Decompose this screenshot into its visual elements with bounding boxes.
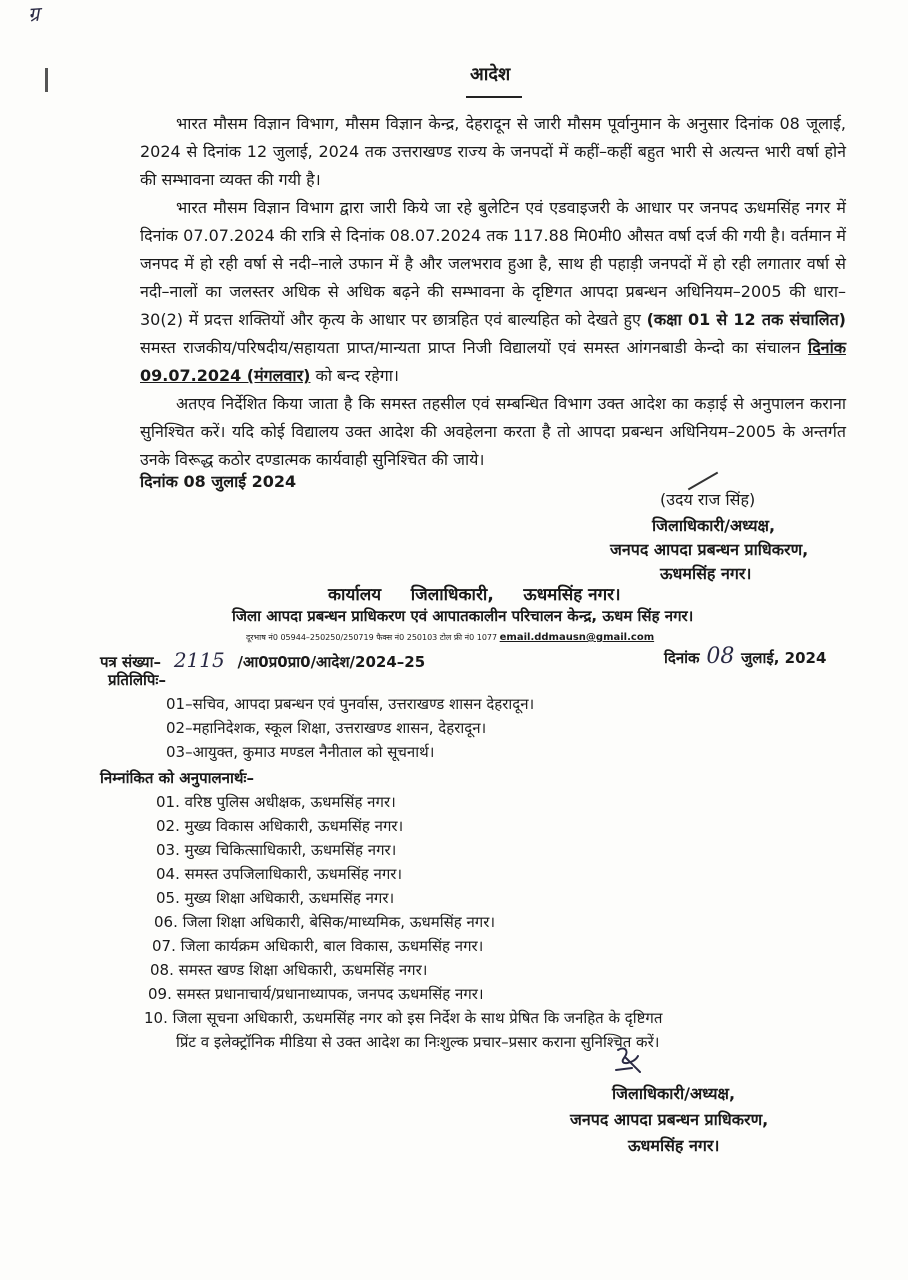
handwritten-signature [610,1044,650,1080]
paragraph-forecast [140,110,846,194]
compliance-item: 07. जिला कार्यक्रम अधिकारी, बाल विकास, ऊधमसिंह नगर। [152,937,484,955]
compliance-item-10: 10. जिला सूचना अधिकारी, ऊधमसिंह नगर को इस निर्देश के साथ प्रेषित कि जनहित के दृष्टिगत [144,1009,663,1027]
compliance-item: 03. मुख्य चिकित्साधिकारी, ऊधमसिंह नगर। [156,841,397,859]
letter-date-row [664,644,826,669]
compliance-item: 01. वरिष्ठ पुलिस अधीक्षक, ऊधमसिंह नगर। [156,793,396,811]
paragraph-forecast-text: भारत मौसम विज्ञान विभाग, मौसम विज्ञान केन्द्र, देहरादून से जारी मौसम पूर्वानुमान के अनुसार दिनांक 08 जूलाई, 2024 से दिनांक 12 जुलाई, 2024 तक उत्तराखण्ड राज्य के जनपदों में कहीं–कहीं बहुत भारी से अत्यन्त भारी वर्षा होने की सम्भावना व्यक्त की गयी है। [140,114,846,189]
compliance-item-10-cont: प्रिंट व इलेक्ट्रॉनिक मीडिया से उक्त आदेश का निःशुल्क प्रचार–प्रसार कराना सुनिश्चित करें। [176,1033,660,1051]
document-title: आदेश [470,64,511,85]
paragraph-order-mid: समस्त राजकीय/परिषदीय/सहायता प्राप्त/मान्यता प्राप्त निजी विद्यालयों एवं समस्त आंगनबाडी केन्दो का संचालन [140,338,801,357]
office-phone: दूरभाष नं0 05944–250250/250719 फैक्स नं0 250103 टोल फ्री नं0 1077 [246,633,498,642]
office-title: कार्यालय जिलाधिकारी, ऊधमसिंह नगर। [328,585,621,605]
copy-item: 02–महानिदेशक, स्कूल शिक्षा, उत्तराखण्ड शासन, देहरादून। [166,719,487,737]
letter-date-rest: जुलाई, 2024 [741,649,827,667]
order-date: दिनांक 08 जुलाई 2024 [140,472,297,491]
closure-date: दिनांक 09.07.2024 (मंगलवार) [140,338,846,385]
paragraph-order-end: को बन्द रहेगा। [315,366,399,385]
signature2-district: ऊधमसिंह नगर। [628,1136,720,1155]
paragraph-compliance [140,390,846,474]
class-range: (कक्षा 01 से 12 तक संचालित) [646,310,846,329]
margin-tick [45,68,48,92]
paragraph-order [140,194,846,390]
letter-reference: /आ0प्र0प्रा0/आदेश/2024–25 [237,653,426,671]
compliance-item: 08. समस्त खण्ड शिक्षा अधिकारी, ऊधमसिंह नगर। [150,961,428,979]
compliance-item: 05. मुख्य शिक्षा अधिकारी, ऊधमसिंह नगर। [156,889,395,907]
signature2-authority: जनपद आपदा प्रबन्धन प्राधिकरण, [570,1110,769,1129]
copy-item: 01–सचिव, आपदा प्रबन्धन एवं पुनर्वास, उत्तराखण्ड शासन देहरादून। [166,695,535,713]
letter-number-row [100,648,425,672]
signatory-name: (उदय राज सिंह) [660,490,756,509]
paragraph-compliance-text: अतएव निर्देशित किया जाता है कि समस्त तहसील एवं सम्बन्धित विभाग उक्त आदेश का कड़ाई से अनुपालन कराना सुनिश्चित करें। यदि कोई विद्यालय उक्त आदेश की अवहेलना करता है तो आपदा प्रबन्धन अधिनियम–2005 के अन्तर्गत उनके विरूद्ध कठोर दण्डात्मक कार्यवाही सुनिश्चित की जाये। [140,394,846,469]
office-email: email.ddmausn@gmail.com [499,632,655,643]
signatory-designation: जिलाधिकारी/अध्यक्ष, [652,516,776,535]
compliance-item: 04. समस्त उपजिलाधिकारी, ऊधमसिंह नगर। [156,865,403,883]
signature2-designation: जिलाधिकारी/अध्यक्ष, [612,1084,736,1103]
compliance-item: 02. मुख्य विकास अधिकारी, ऊधमसिंह नगर। [156,817,404,835]
copy-item: 03–आयुक्त, कुमाउ मण्डल नैनीताल को सूचनार्थ। [166,743,435,761]
letter-date-label: दिनांक [664,649,700,667]
letter-date-handwritten: 08 [706,644,735,669]
letter-number-label: पत्र संख्या– [100,653,162,671]
signatory-district: ऊधमसिंह नगर। [660,564,752,583]
title-underline [466,96,522,98]
copy-heading: प्रतिलिपिः– [108,671,166,689]
letter-number-handwritten: 2115 [173,648,225,672]
office-contact [246,632,654,643]
paragraph-order-text: भारत मौसम विज्ञान विभाग द्वारा जारी किये जा रहे बुलेटिन एवं एडवाइजरी के आधार पर जनपद ऊधमसिंह नगर में दिनांक 07.07.2024 की रात्रि से दिनांक 08.07.2024 तक 117.88 मि0मी0 औसत वर्षा दर्ज की गयी है। वर्तमान में जनपद में हो रही वर्षा से नदी–नाले उफान में है और जलभराव हुआ है, साथ ही पहाड़ी जनपदों में हो रही लगातार वर्षा से नदी–नालों का जलस्तर अधिक से अधिक बढ़ने की सम्भावना के दृष्टिगत आपदा प्रबन्धन अधिनियम–2005 की धारा–30(2) में प्रदत्त शक्तियों और कृत्य के आधार पर छात्रहित एवं बाल्यहित को देखते हुए [140,198,846,329]
compliance-item: 06. जिला शिक्षा अधिकारी, बेसिक/माध्यमिक, ऊधमसिंह नगर। [154,913,496,931]
signatory-authority: जनपद आपदा प्रबन्धन प्राधिकरण, [610,540,809,559]
office-subtitle: जिला आपदा प्रबन्धन प्राधिकरण एवं आपातकालीन परिचालन केन्द्र, ऊधम सिंह नगर। [232,607,694,625]
corner-mark: ग्र [27,1,41,27]
compliance-item: 09. समस्त प्रधानाचार्य/प्रधानाध्यापक, जनपद ऊधमसिंह नगर। [148,985,484,1003]
compliance-heading: निम्नांकित को अनुपालनार्थः– [100,769,254,787]
